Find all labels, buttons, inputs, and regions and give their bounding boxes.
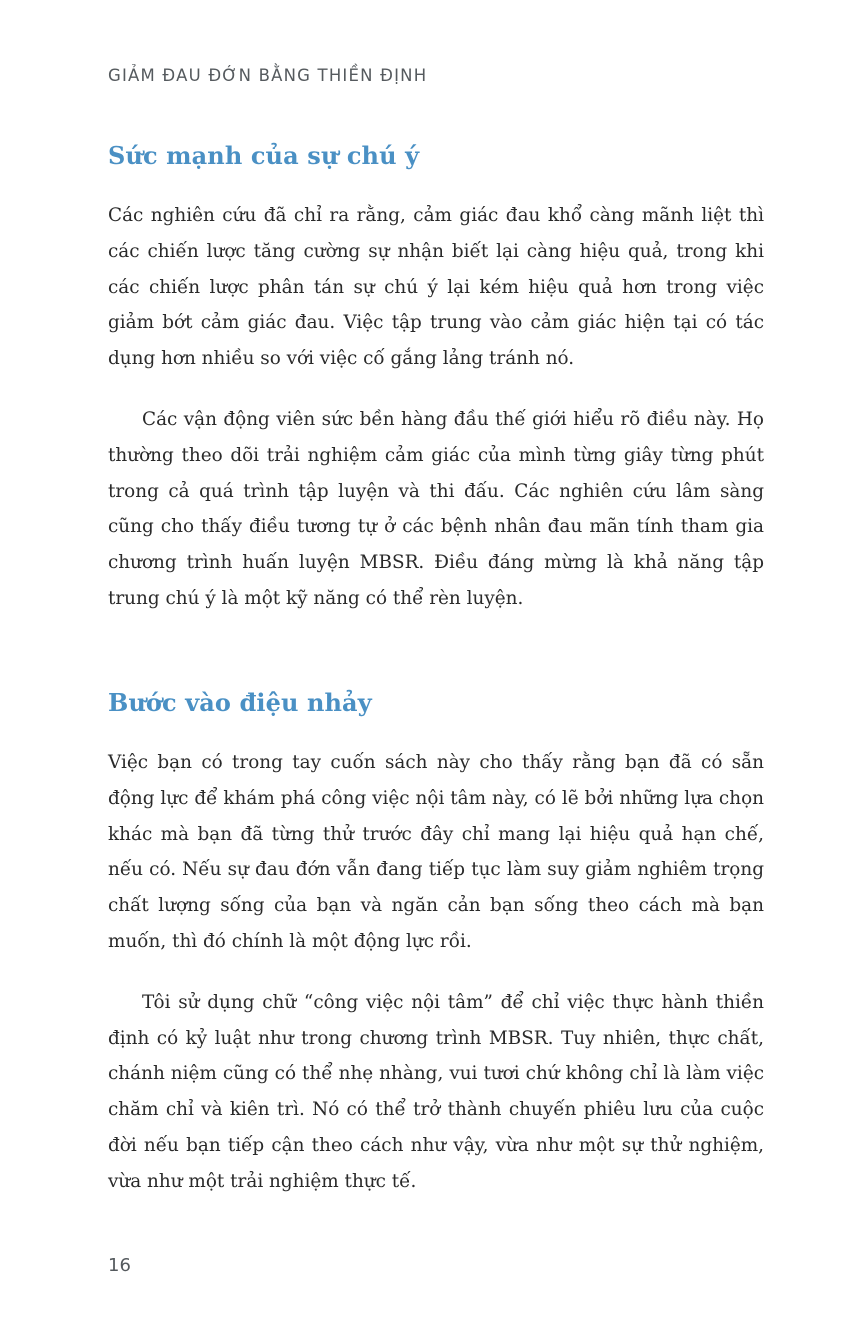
paragraph: Các nghiên cứu đã chỉ ra rằng, cảm giác đau khổ càng mãnh liệt thì các chiến lược tăng cường sự nhận biết lại càng hiệu quả, trong khi các chiến lược phân tán sự chú ý lại kém hiệu quả hơn trong việc giảm bớt cảm giác đau. Việc tập trung vào cảm giác hiện tại có tác dụng hơn nhiều so với việc cố gắng lảng tránh nó.: [108, 205, 764, 370]
paragraph: Tôi sử dụng chữ “công việc nội tâm” để chỉ việc thực hành thiền định có kỷ luật như trong chương trình MBSR. Tuy nhiên, thực chất, chánh niệm cũng có thể nhẹ nhàng, vui tươi chứ không chỉ là làm việc chăm chỉ và kiên trì. Nó có thể trở thành chuyến phiêu lưu của cuộc đời nếu bạn tiếp cận theo cách như vậy, vừa như một sự thử nghiệm, vừa như một trải nghiệm thực tế.: [108, 991, 764, 1192]
section-step-into-dance: [108, 688, 764, 1200]
paragraph: Việc bạn có trong tay cuốn sách này cho thấy rằng bạn đã có sẵn động lực để khám phá công việc nội tâm này, có lẽ bởi những lựa chọn khác mà bạn đã từng thử trước đây chỉ mang lại hiệu quả hạn chế, nếu có. Nếu sự đau đớn vẫn đang tiếp tục làm suy giảm nghiêm trọng chất lượng sống của bạn và ngăn cản bạn sống theo cách mà bạn muốn, thì đó chính là một động lực rồi.: [108, 752, 764, 952]
section-title: Bước vào điệu nhảy: [108, 688, 372, 717]
running-header: GIẢM ĐAU ĐỚN BẰNG THIỀN ĐỊNH: [108, 66, 428, 85]
page-number: 16: [108, 1255, 131, 1276]
section-title: Sức mạnh của sự chú ý: [108, 141, 420, 170]
section-power-of-attention: [108, 141, 764, 617]
paragraph: Các vận động viên sức bền hàng đầu thế giới hiểu rõ điều này. Họ thường theo dõi trải nghiệm cảm giác của mình từng giây từng phút trong cả quá trình tập luyện và thi đấu. Các nghiên cứu lâm sàng cũng cho thấy điều tương tự ở các bệnh nhân đau mãn tính tham gia chương trình huấn luyện MBSR. Điều đáng mừng là khả năng tập trung chú ý là một kỹ năng có thể rèn luyện.: [108, 408, 764, 609]
